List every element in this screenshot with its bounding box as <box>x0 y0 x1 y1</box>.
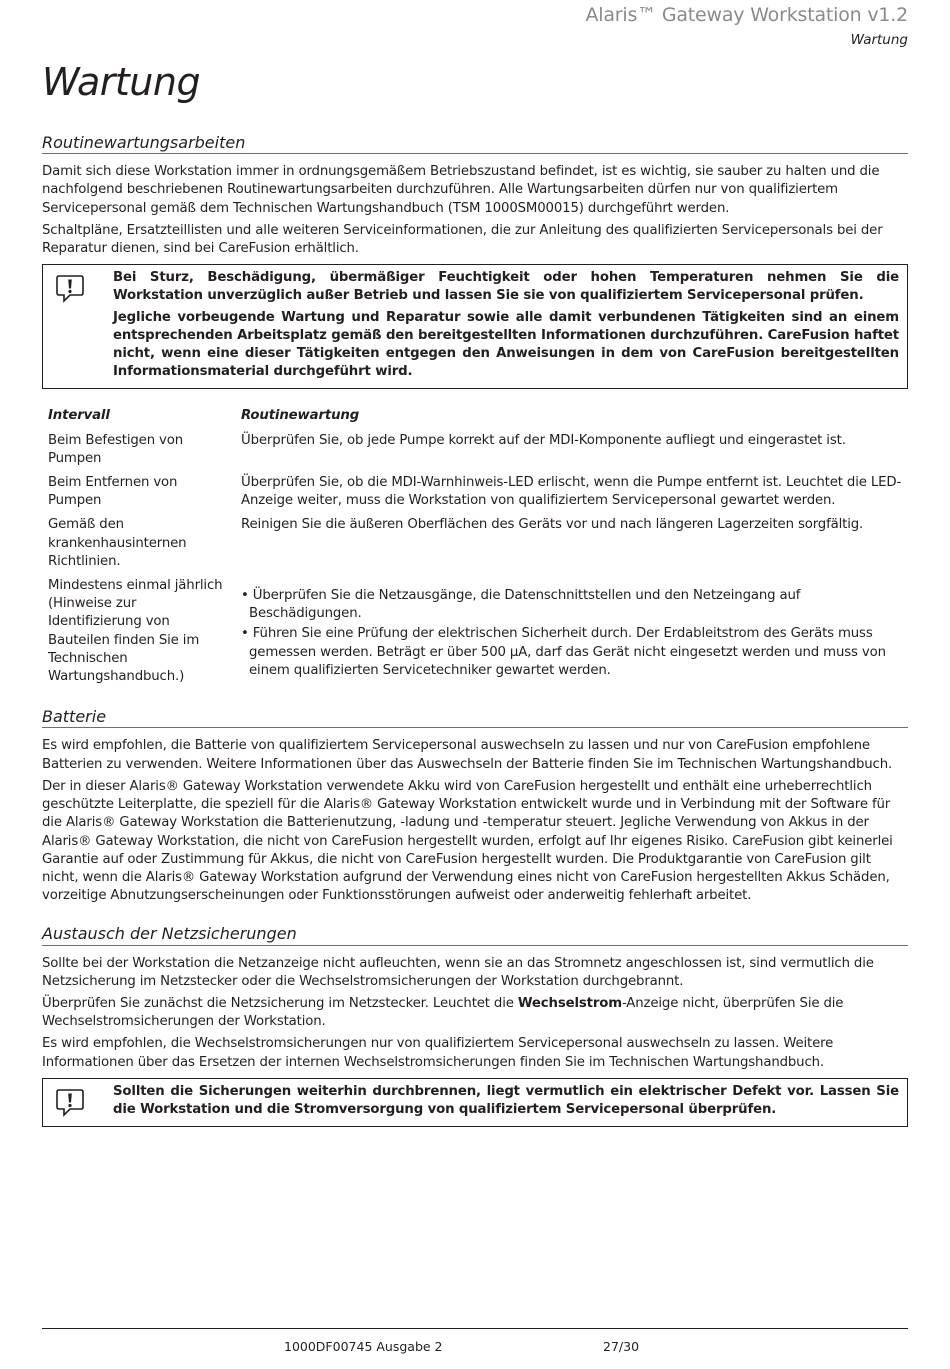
table-row <box>42 432 908 474</box>
warning-box-routine <box>42 264 908 389</box>
warning-text-fuses: Sollten die Sicherungen weiterhin durchbrennen, liegt vermutlich ein elektrischer Defekt vor. Lassen Sie die Workstation und die Stromversorgung von qualifiziertem Servicepersonal überprüfen. <box>113 1083 899 1117</box>
table-header-interval: Intervall <box>48 408 110 424</box>
warning-box-fuses <box>42 1078 908 1127</box>
section-heading-routine: Routinewartungsarbeiten <box>42 134 908 154</box>
caution-icon <box>55 273 85 303</box>
page-title: Wartung <box>42 60 201 104</box>
fuses-paragraph-2-end: -Anzeige nicht, überprüfen Sie die Wechselstromsicherungen der Workstation. <box>42 995 844 1030</box>
header-product-title: Alaris™ Gateway Workstation v1.2 <box>585 4 908 26</box>
fuses-paragraph-2-start: Überprüfen Sie zunächst die Netzsicherung im Netzstecker. Leuchtet die <box>42 995 518 1011</box>
table-cell-task: Überprüfen Sie, ob die MDI-Warnhinweis-LED erlischt, wenn die Pumpe entfernt ist. Leuchtet die LED-Anzeige weiter, muss die Workstation von qualifiziertem Servicepersonal gewartet werden. <box>241 475 902 509</box>
header-section-name: Wartung <box>850 32 908 48</box>
table-bullet-2: • Führen Sie eine Prüfung der elektrischen Sicherheit durch. Der Erdableitstrom des Geräts muss gemessen werden. Beträgt er über 500 µA, darf das Gerät nicht eingesetzt werden und muss von einem qualifizierten Servicetechniker gewartet werden. <box>241 626 886 678</box>
page-content <box>42 134 908 1137</box>
battery-paragraph-2: Der in dieser Alaris® Gateway Workstation verwendete Akku wird von CareFusion hergestellt und enthält eine urheberrechtlich geschützte Leiterplatte, die speziell für die Alaris® Gateway Workstation entwickelt wurde und in Verbindung mit der Software für die Alaris® Gateway Workstation die Batterienutzung, -ladung und -temperatur steuert. Jegliche Verwendung von Akkus in der Alaris® Gateway Workstation, die nicht von CareFusion hergestellt wurden, erfolgt auf Ihr eigenes Risiko. CareFusion gibt keinerlei Garantie auf oder Zustimmung für Akkus, die nicht von CareFusion hergestellt wurden. Die Produktgarantie von CareFusion gilt nicht, wenn die Alaris® Gateway Workstation aufgrund der Verwendung eines nicht von CareFusion hergestellten Akkus Schäden, vorzeitige Abnutzungserscheinungen oder Funktionsstörungen aufweist oder anderweitig fehlerhaft arbeitet. <box>42 778 893 904</box>
section-heading-fuses: Austausch der Netzsicherungen <box>42 925 908 945</box>
table-cell-interval: Beim Entfernen von Pumpen <box>48 475 178 509</box>
table-bullet-1: • Überprüfen Sie die Netzausgänge, die Datenschnittstellen und den Netzeingang auf Beschädigungen. <box>241 588 801 622</box>
table-header-task: Routinewartung <box>241 408 360 424</box>
table-cell-task: Überprüfen Sie, ob jede Pumpe korrekt auf der MDI-Komponente aufliegt und eingerastet ist. <box>241 432 846 448</box>
table-row <box>42 516 908 577</box>
table-cell-task <box>235 577 908 692</box>
table-row <box>42 474 908 516</box>
routine-paragraph-1: Damit sich diese Workstation immer in ordnungsgemäßem Betriebszustand befindet, ist es wichtig, sie sauber zu halten und die nachfolgend beschriebenen Routinewartungsarbeiten durchzuführen. Alle Wartungsarbeiten dürfen nur von qualifiziertem Servicepersonal gemäß dem Technischen Wartungshandbuch (TSM 1000SM00015) durchgeführt werden. <box>42 164 880 216</box>
caution-icon <box>55 1087 85 1117</box>
footer-page-number: 27/30 <box>603 1339 640 1354</box>
table-cell-interval: Mindestens einmal jährlich (Hinweise zur Identifizierung von Bauteilen finden Sie im Technischen Wartungshandbuch.) <box>48 578 223 685</box>
footer-divider <box>42 1328 908 1329</box>
section-heading-battery: Batterie <box>42 708 908 728</box>
table-cell-interval: Gemäß den krankenhausinternen Richtlinien. <box>48 517 187 569</box>
maintenance-table <box>42 407 908 692</box>
fuses-paragraph-1: Sollte bei der Workstation die Netzanzeige nicht aufleuchten, wenn sie an das Stromnetz angeschlossen ist, sind vermutlich die Netzsicherung im Netzstecker oder die Wechselstromsicherungen der Workstation durchgebrannt. <box>42 955 874 989</box>
warning-text-1: Bei Sturz, Beschädigung, übermäßiger Feuchtigkeit oder hohen Temperaturen nehmen Sie die Workstation unverzüglich außer Betrieb und lassen Sie sie von qualifiziertem Servicepersonal prüfen. <box>113 270 899 304</box>
fuses-paragraph-2 <box>42 995 908 1031</box>
footer-document-number: 1000DF00745 Ausgabe 2 <box>284 1339 443 1354</box>
fuses-paragraph-2-bold: Wechselstrom <box>517 995 622 1011</box>
routine-paragraph-2: Schaltpläne, Ersatzteillisten und alle weiteren Serviceinformationen, die zur Anleitung des qualifizierten Servicepersonals bei der Reparatur dienen, sind bei CareFusion erhältlich. <box>42 222 883 257</box>
table-cell-interval: Beim Befestigen von Pumpen <box>48 432 184 466</box>
table-cell-task: Reinigen Sie die äußeren Oberflächen des Geräts vor und nach längeren Lagerzeiten sorgfältig. <box>241 517 864 533</box>
table-row <box>42 577 908 692</box>
fuses-paragraph-3: Es wird empfohlen, die Wechselstromsicherungen nur von qualifiziertem Servicepersonal auswechseln zu lassen. Weitere Informationen über das Ersetzen der internen Wechselstromsicherungen finden Sie im Technischen Wartungshandbuch. <box>42 1036 834 1070</box>
warning-text-2: Jegliche vorbeugende Wartung und Reparatur sowie alle damit verbundenen Tätigkeiten sind an einem entsprechenden Arbeitsplatz gemäß den bereitgestellten Informationen durchzuführen. CareFusion haftet nicht, wenn eine dieser Tätigkeiten entgegen den Anweisungen in dem von CareFusion bereitgestellten Informationsmaterial durchgeführt wird. <box>113 309 899 380</box>
table-header-row <box>42 407 908 431</box>
battery-paragraph-1: Es wird empfohlen, die Batterie von qualifiziertem Servicepersonal auswechseln zu lassen und nur von CareFusion empfohlene Batterien zu verwenden. Weitere Informationen über das Auswechseln der Batterie finden Sie im Technischen Wartungshandbuch. <box>42 738 893 772</box>
